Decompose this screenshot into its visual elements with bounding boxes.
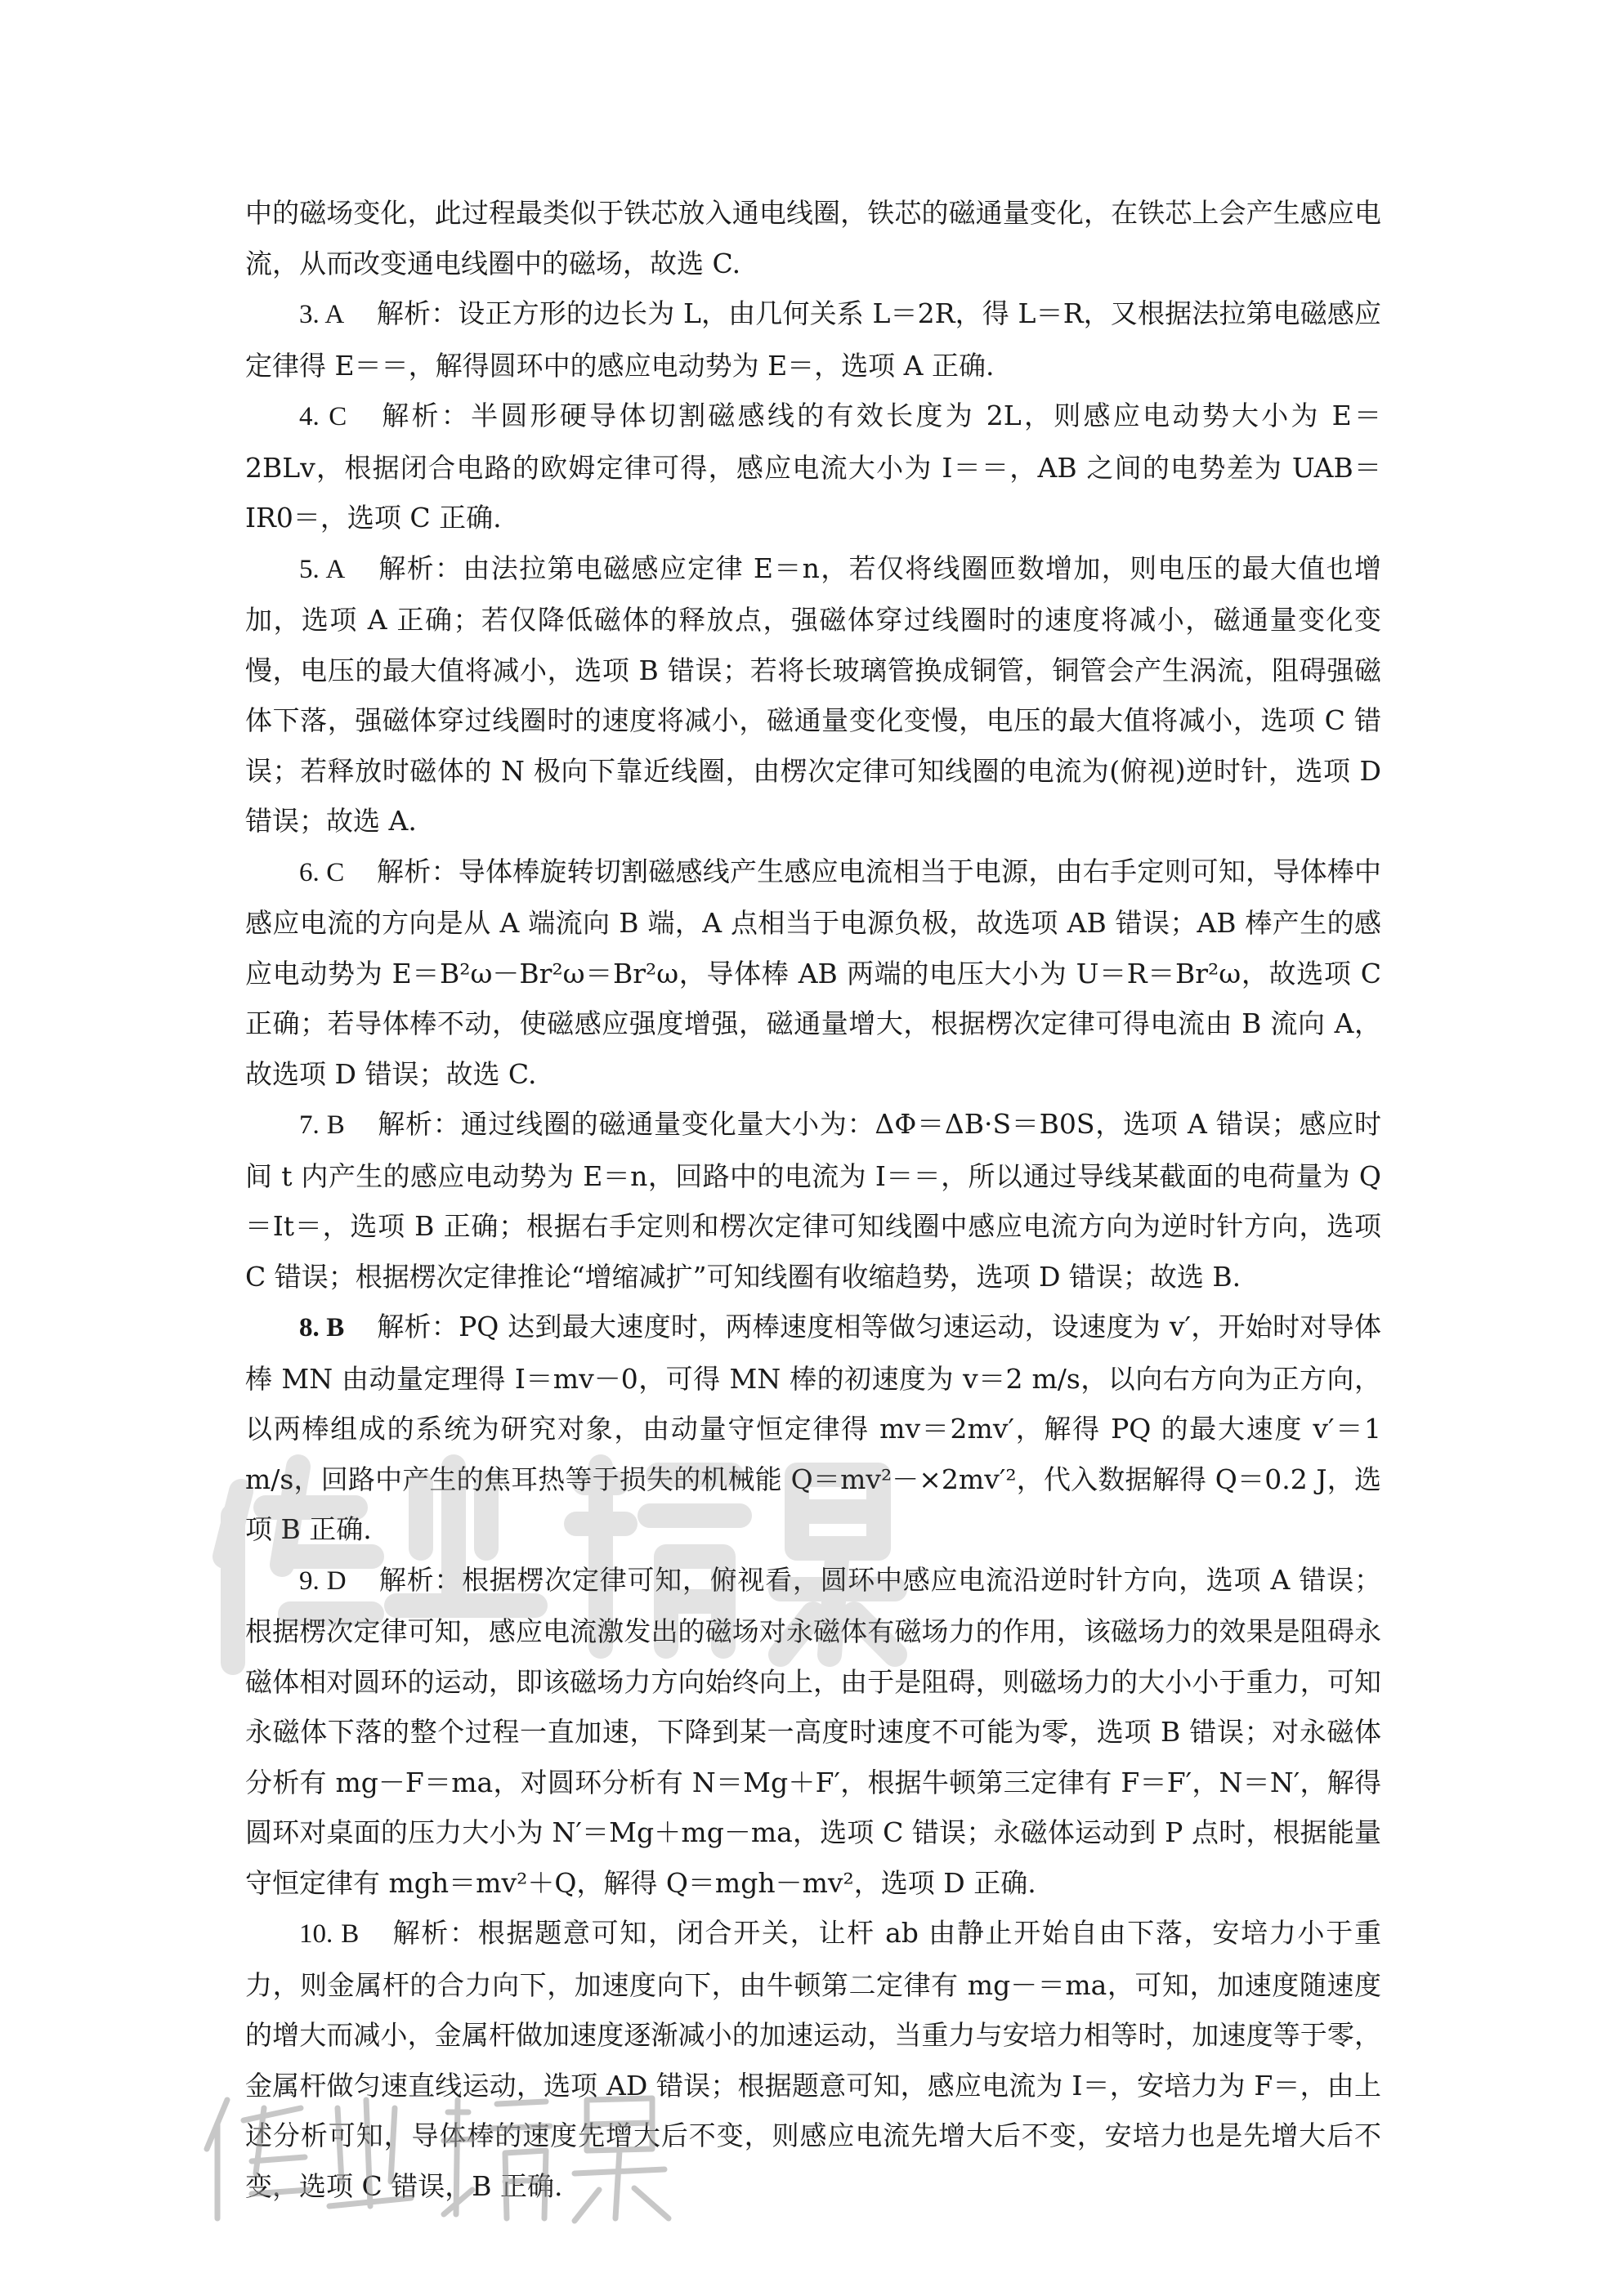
answer-number: 8. B bbox=[299, 1313, 345, 1342]
answer-6 bbox=[245, 846, 1381, 1100]
answer-5 bbox=[245, 543, 1381, 846]
answer-text: 由法拉第电磁感应定律 E＝n，若仅将线圈匝数增加，则电压的最大值也增加，选项 A 正确；若仅降低磁体的释放点，强磁体穿过线圈时的速度将减小，磁通量变化变慢，电压的最大值将减小，选项 B 错误；若将长玻璃管换成铜管，铜管会产生涡流，阻碍强磁体下落，强磁体穿过线圈时的速度将减小，磁通量变化变慢，电压的最大值将减小，选项 C 错误；若释放时磁体的 N 极向下靠近线圈，由楞次定律可知线圈的电流为(俯视)逆时针，选项 D 错误；故选 A. bbox=[245, 552, 1382, 837]
answer-3 bbox=[245, 288, 1381, 391]
answer-number: 5. A bbox=[299, 554, 346, 584]
answer-label: 解析： bbox=[376, 855, 459, 887]
answer-text: 根据题意可知，闭合开关，让杆 ab 由静止开始自由下落，安培力小于重力，则金属杆的合力向下，加速度向下，由牛顿第二定律有 mg－＝ma，可知，加速度随速度的增大而减小，金属杆做加速度逐渐减小的加速运动，当重力与安培力相等时，加速度等于零，金属杆做匀速直线运动，选项 AD 错误；根据题意可知，感应电流为 I＝，安培力为 F＝，由上述分析可知，导体棒的速度先增大后不变，则感应电流先增大后不变，安培力也是先增大后不变，选项 C 错误，B 正确. bbox=[245, 1917, 1382, 2202]
answer-number: 4. C bbox=[299, 402, 347, 431]
answer-text: 根据楞次定律可知，俯视看，圆环中感应电流沿逆时针方向，选项 A 错误；根据楞次定律可知，感应电流激发出的磁场对永磁体有磁场力的作用，该磁场力的效果是阻碍永磁体相对圆环的运动，即该磁场力方向始终向上，由于是阻碍，则磁场力的大小小于重力，可知永磁体下落的整个过程一直加速，下降到某一高度时速度不可能为零，选项 B 错误；对永磁体分析有 mg－F＝ma，对圆环分析有 N＝Mg＋F′，根据牛顿第三定律有 F＝F′，N＝N′，解得圆环对桌面的压力大小为 N′＝Mg＋mg－ma，选项 C 错误；永磁体运动到 P 点时，根据能量守恒定律有 mgh＝mv²＋Q，解得 Q＝mgh－mv²，选项 D 正确. bbox=[245, 1563, 1381, 1899]
brand-logo bbox=[186, 2075, 677, 2231]
answer-8 bbox=[245, 1302, 1381, 1555]
answer-4 bbox=[245, 391, 1381, 543]
answer-text: 设正方形的边长为 L，由几何关系 L＝2R，得 L＝R，又根据法拉第电磁感应定律得 E＝＝，解得圆环中的感应电动势为 E＝，选项 A 正确. bbox=[245, 297, 1382, 382]
answer-label: 解析： bbox=[377, 552, 463, 584]
intro-paragraph: 中的磁场变化，此过程最类似于铁芯放入通电线圈，铁芯的磁通量变化，在铁芯上会产生感应电流，从而改变通电线圈中的磁场，故选 C. bbox=[245, 197, 1381, 279]
answer-text: 通过线圈的磁通量变化量大小为：ΔΦ＝ΔB·S＝B0S，选项 A 错误；感应时间 t 内产生的感应电动势为 E＝n，回路中的电流为 I＝＝，所以通过导线某截面的电荷量为 Q＝It＝，选项 B 正确；根据右手定则和楞次定律可知线圈中感应电流方向为逆时针方向，选项 C 错误；根据楞次定律推论“增缩减扩”可知线圈有收缩趋势，选项 D 错误；故选 B. bbox=[245, 1108, 1382, 1293]
answer-text: PQ 达到最大速度时，两棒速度相等做匀速运动，设速度为 v′，开始时对导体棒 MN 由动量定理得 I＝mv－0，可得 MN 棒的初速度为 v＝2 m/s，以向右方向为正方向，以两棒组成的系统为研究对象，由动量守恒定律得 mv＝2mv′，解得 PQ 的最大速度 v′＝1 m/s，回路中产生的焦耳热等于损失的机械能 Q＝mv²－×2mv′²，代入数据解得 Q＝0.2 J，选项 B 正确. bbox=[245, 1311, 1382, 1545]
answer-7 bbox=[245, 1099, 1381, 1302]
answer-label: 解析： bbox=[376, 297, 459, 329]
answer-number: 3. A bbox=[299, 300, 345, 329]
answer-text: 半圆形硬导体切割磁感线的有效长度为 2L，则感应电动势大小为 E＝2BLv，根据闭合电路的欧姆定律可得，感应电流大小为 I＝＝，AB 之间的电势差为 UAB＝IR0＝，选项 C 正确. bbox=[245, 400, 1382, 534]
answer-label: 解析： bbox=[376, 1311, 459, 1342]
answer-text: 导体棒旋转切割磁感线产生感应电流相当于电源，由右手定则可知，导体棒中感应电流的方向是从 A 端流向 B 端，A 点相当于电源负极，故选项 AB 错误；AB 棒产生的感应电动势为 E＝B²ω－Br²ω＝Br²ω，导体棒 AB 两端的电压大小为 U＝R＝Br²ω，故选项 C 正确；若导体棒不动，使磁感应强度增强，磁通量增大，根据楞次定律可得电流由 B 流向 A，故选项 D 错误；故选 C. bbox=[245, 855, 1382, 1090]
answer-number: 7. B bbox=[299, 1110, 345, 1140]
answer-9 bbox=[245, 1555, 1381, 1909]
answer-text-body bbox=[245, 188, 1381, 2211]
answer-label: 解析： bbox=[378, 1563, 463, 1596]
answer-label: 解析： bbox=[378, 400, 472, 431]
answer-label: 解析： bbox=[391, 1917, 478, 1949]
answer-number: 9. D bbox=[299, 1566, 347, 1596]
answer-number: 6. C bbox=[299, 857, 345, 887]
answer-label: 解析： bbox=[377, 1108, 461, 1140]
answer-number: 10. B bbox=[299, 1919, 360, 1949]
